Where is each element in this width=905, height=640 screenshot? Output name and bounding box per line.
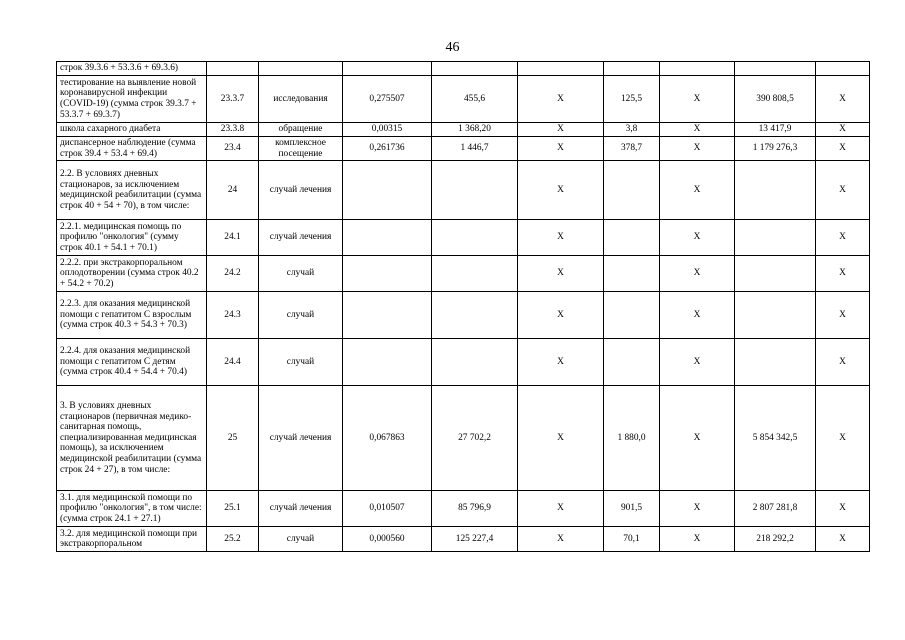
table-cell: Х: [660, 292, 735, 339]
table-cell: 125 227,4: [432, 527, 518, 552]
table-cell: 23.4: [207, 137, 259, 161]
table-cell: Х: [518, 527, 604, 552]
table-cell: [343, 256, 432, 292]
table-cell: 27 702,2: [432, 386, 518, 491]
table-cell: 3,8: [604, 123, 660, 137]
table-cell: Х: [816, 292, 870, 339]
table-cell: 901,5: [604, 491, 660, 527]
table-cell: [432, 256, 518, 292]
table-cell: Х: [518, 386, 604, 491]
table-body: [57, 62, 870, 552]
table-cell: [518, 62, 604, 76]
table-cell: Х: [660, 527, 735, 552]
table-cell: 0,00315: [343, 123, 432, 137]
table-cell: Х: [816, 161, 870, 220]
table-cell: школа сахарного диабета: [57, 123, 207, 137]
table-cell: Х: [518, 76, 604, 123]
table-cell: случай: [259, 339, 343, 386]
table-cell: 0,010507: [343, 491, 432, 527]
table-cell: Х: [816, 491, 870, 527]
table-cell: обращение: [259, 123, 343, 137]
table-cell: Х: [660, 137, 735, 161]
table-row: [57, 339, 870, 386]
page-number: 46: [445, 40, 460, 55]
table-row: [57, 123, 870, 137]
table-row: [57, 256, 870, 292]
table-cell: случай лечения: [259, 161, 343, 220]
table-cell: случай: [259, 292, 343, 339]
table-cell: [735, 220, 816, 256]
table-cell: 23.3.8: [207, 123, 259, 137]
table-cell: Х: [660, 123, 735, 137]
table-cell: 2.2.1. медицинская помощь по профилю "онкология" (сумму строк 40.1 + 54.1 + 70.1): [57, 220, 207, 256]
table-cell: Х: [660, 220, 735, 256]
table-cell: [735, 62, 816, 76]
table-row: [57, 220, 870, 256]
table-cell: [604, 339, 660, 386]
table-cell: 390 808,5: [735, 76, 816, 123]
table-cell: 25: [207, 386, 259, 491]
table-cell: 24.2: [207, 256, 259, 292]
table-cell: исследования: [259, 76, 343, 123]
table-cell: 0,067863: [343, 386, 432, 491]
table-cell: [604, 256, 660, 292]
table-cell: 1 368,20: [432, 123, 518, 137]
table-cell: случай лечения: [259, 491, 343, 527]
table-cell: Х: [518, 123, 604, 137]
table-cell: Х: [518, 339, 604, 386]
table-row: [57, 76, 870, 123]
table-cell: 24: [207, 161, 259, 220]
table-cell: [604, 62, 660, 76]
table-cell: Х: [660, 339, 735, 386]
table-cell: [816, 62, 870, 76]
table-cell: 85 796,9: [432, 491, 518, 527]
table-cell: 0,261736: [343, 137, 432, 161]
table-cell: 2 807 281,8: [735, 491, 816, 527]
table-cell: Х: [660, 256, 735, 292]
table-cell: [343, 62, 432, 76]
table-cell: 24.3: [207, 292, 259, 339]
table-cell: случай: [259, 527, 343, 552]
table-cell: [207, 62, 259, 76]
table-cell: Х: [816, 386, 870, 491]
table-cell: Х: [660, 386, 735, 491]
table-cell: 0,275507: [343, 76, 432, 123]
table-row: [57, 527, 870, 552]
table-cell: [432, 161, 518, 220]
table-cell: Х: [816, 256, 870, 292]
table-cell: 23.3.7: [207, 76, 259, 123]
table-cell: 3.2. для медицинской помощи при экстракорпоральном: [57, 527, 207, 552]
table-cell: Х: [816, 220, 870, 256]
table-cell: [604, 161, 660, 220]
table-cell: [604, 292, 660, 339]
table-cell: 13 417,9: [735, 123, 816, 137]
table-cell: 24.1: [207, 220, 259, 256]
table-cell: 455,6: [432, 76, 518, 123]
table-row: [57, 62, 870, 76]
table-cell: [259, 62, 343, 76]
table-cell: Х: [518, 491, 604, 527]
table-cell: Х: [660, 161, 735, 220]
table-cell: 0,000560: [343, 527, 432, 552]
table-cell: 125,5: [604, 76, 660, 123]
table-cell: Х: [816, 76, 870, 123]
table-cell: [735, 292, 816, 339]
table-cell: 25.1: [207, 491, 259, 527]
table-cell: Х: [816, 137, 870, 161]
table-row: [57, 386, 870, 491]
table-cell: Х: [816, 123, 870, 137]
table-cell: Х: [660, 491, 735, 527]
table-cell: тестирование на выявление новой коронавирусной инфекции (COVID-19) (сумма строк 39.3.7 + 53.3.7 + 69.3.7): [57, 76, 207, 123]
table-cell: [432, 339, 518, 386]
table-cell: [735, 161, 816, 220]
table-cell: [343, 220, 432, 256]
table-row: [57, 292, 870, 339]
table-cell: 25.2: [207, 527, 259, 552]
table-cell: Х: [660, 76, 735, 123]
table-cell: комплексное посещение: [259, 137, 343, 161]
data-table: [56, 61, 870, 552]
table-cell: диспансерное наблюдение (сумма строк 39.4 + 53.4 + 69.4): [57, 137, 207, 161]
table-cell: 2.2.2. при экстракорпоральном оплодотворении (сумма строк 40.2 + 54.2 + 70.2): [57, 256, 207, 292]
table-cell: [604, 220, 660, 256]
table-cell: [343, 339, 432, 386]
table-cell: 1 446,7: [432, 137, 518, 161]
table-cell: [343, 292, 432, 339]
table-cell: Х: [518, 292, 604, 339]
table-cell: строк 39.3.6 + 53.3.6 + 69.3.6): [57, 62, 207, 76]
table-cell: [735, 339, 816, 386]
table-cell: Х: [518, 137, 604, 161]
table-cell: случай: [259, 256, 343, 292]
table-row: [57, 137, 870, 161]
table-cell: [735, 256, 816, 292]
table-cell: 24.4: [207, 339, 259, 386]
table-cell: 2.2.3. для оказания медицинской помощи с гепатитом С взрослым (сумма строк 40.3 + 54.3 + 70.3): [57, 292, 207, 339]
table-cell: [660, 62, 735, 76]
table-cell: 70,1: [604, 527, 660, 552]
table-cell: 2.2. В условиях дневных стационаров, за исключением медицинской реабилитации (сумма строк 40 + 54 + 70), в том числе:: [57, 161, 207, 220]
table-cell: 1 880,0: [604, 386, 660, 491]
table-cell: Х: [816, 339, 870, 386]
table-cell: Х: [518, 220, 604, 256]
table-cell: случай лечения: [259, 220, 343, 256]
table-cell: 5 854 342,5: [735, 386, 816, 491]
table-row: [57, 491, 870, 527]
table-cell: [432, 220, 518, 256]
table-cell: Х: [816, 527, 870, 552]
table-cell: 218 292,2: [735, 527, 816, 552]
table-cell: 3.1. для медицинской помощи по профилю "онкология", в том числе: (сумма строк 24.1 + 27.1): [57, 491, 207, 527]
table-cell: 378,7: [604, 137, 660, 161]
table-cell: 2.2.4. для оказания медицинской помощи с гепатитом С детям (сумма строк 40.4 + 54.4 + 70.4): [57, 339, 207, 386]
table-cell: случай лечения: [259, 386, 343, 491]
table-cell: 1 179 276,3: [735, 137, 816, 161]
table-cell: [432, 292, 518, 339]
table-cell: Х: [518, 256, 604, 292]
table-cell: [343, 161, 432, 220]
table-cell: 3. В условиях дневных стационаров (первичная медико-санитарная помощь, специализированная медицинская помощь), за исключением медицинской реабилитации (сумма строк 24 + 27), в том числе:: [57, 386, 207, 491]
table-cell: [432, 62, 518, 76]
table-row: [57, 161, 870, 220]
table-cell: Х: [518, 161, 604, 220]
